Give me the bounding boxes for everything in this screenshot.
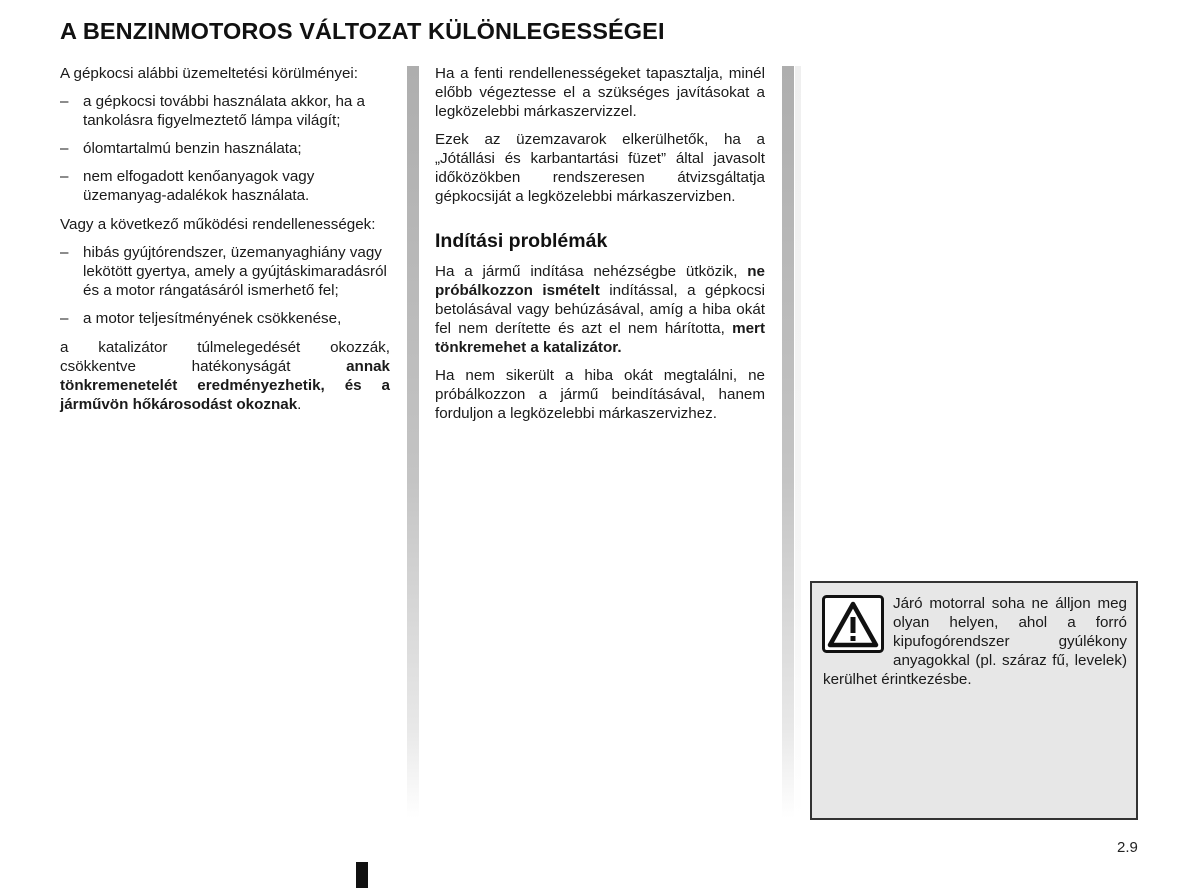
list-item: – ólomtartalmú benzin használata; — [60, 140, 302, 157]
column-divider-right-light — [795, 66, 801, 818]
page-title: A BENZINMOTOROS VÁLTOZAT KÜLÖNLEGESSÉGEI — [60, 18, 665, 44]
dash-marker: – — [60, 244, 69, 261]
dash-marker: – — [60, 310, 69, 327]
list-item: – hibás gyújtórendszer, üzemanyaghiány vagy lekötött gyertya, amely a gyújtáskimaradásról és a motor rángatásáról ismerhető fel; — [60, 244, 387, 299]
list-item: – a gépkocsi további használata akkor, ha a tankolásra figyelmeztető lámpa világít; — [60, 93, 365, 129]
intro-paragraph: A gépkocsi alábbi üzemeltetési körülményei: — [60, 65, 359, 82]
catalyst-damage-emphasis: annak tönkremenetelét eredményezhetik, és a járművön hőkárosodást okoznak — [60, 358, 390, 413]
conditions-list — [60, 92, 390, 205]
catalyst-warning-paragraph: a katalizátor túlmelegedését okozzák, csökkentve hatékonyságát annak tönkremenetelét eredményezhetik, és a járművön hőkárosodást okoznak. — [60, 339, 390, 413]
repair-paragraph: Ha a fenti rendellenességeket tapasztalja, minél előbb végeztesse el a szükséges javításokat a legközelebbi márkaszervizzel. — [435, 65, 765, 120]
malfunction-intro: Vagy a következő működési rendellenességek: — [60, 216, 376, 233]
section-heading: Indítási problémák — [435, 230, 608, 252]
service-paragraph: Ha nem sikerült a hiba okát megtalálni, ne próbálkozzon a jármű beindításával, hanem forduljon a legközelebbi márkaszervizhez. — [435, 367, 765, 422]
dash-marker: – — [60, 168, 69, 185]
page-edge-marker — [356, 862, 368, 888]
starting-problem-paragraph: Ha a jármű indítása nehézségbe ütközik, ne próbálkozzon ismételt indítással, a gépkocsi betolásával vagy behúzásával, amíg a hiba okát fel nem derítette és azt el nem hárította, mert tönkremehet a katalizátor. — [435, 263, 765, 356]
page-number: 2.9 — [1117, 839, 1138, 856]
no-retry-emphasis: ne próbálkozzon ismételt — [435, 263, 765, 299]
column-divider-left — [407, 66, 419, 818]
dash-marker: – — [60, 140, 69, 157]
left-column — [60, 64, 390, 423]
dash-marker: – — [60, 93, 69, 110]
maintenance-paragraph: Ezek az üzemzavarok elkerülhetők, ha a „Jótállási és karbantartási füzet” által javasolt időközökben rendszeresen átvizsgáltatja gépkocsiját a legközelebbi márkaszervizben. — [435, 131, 765, 205]
list-item: – nem elfogadott kenőanyagok vagy üzemanyag-adalékok használata. — [60, 168, 315, 204]
warning-box — [810, 581, 1138, 820]
column-divider-right — [782, 66, 794, 818]
warning-text: Járó motorral soha ne álljon meg olyan helyen, ahol a forró kipufogórendszer gyúlékony anyagokkal (pl. száraz fű, levelek) kerülhet érintkezésbe. — [823, 595, 1127, 688]
list-item: – a motor teljesítményének csökkenése, — [60, 310, 342, 327]
right-column — [435, 64, 765, 432]
catalyst-damage-emphasis: mert tönkremehet a katalizátor. — [435, 320, 765, 356]
malfunction-list — [60, 243, 390, 328]
